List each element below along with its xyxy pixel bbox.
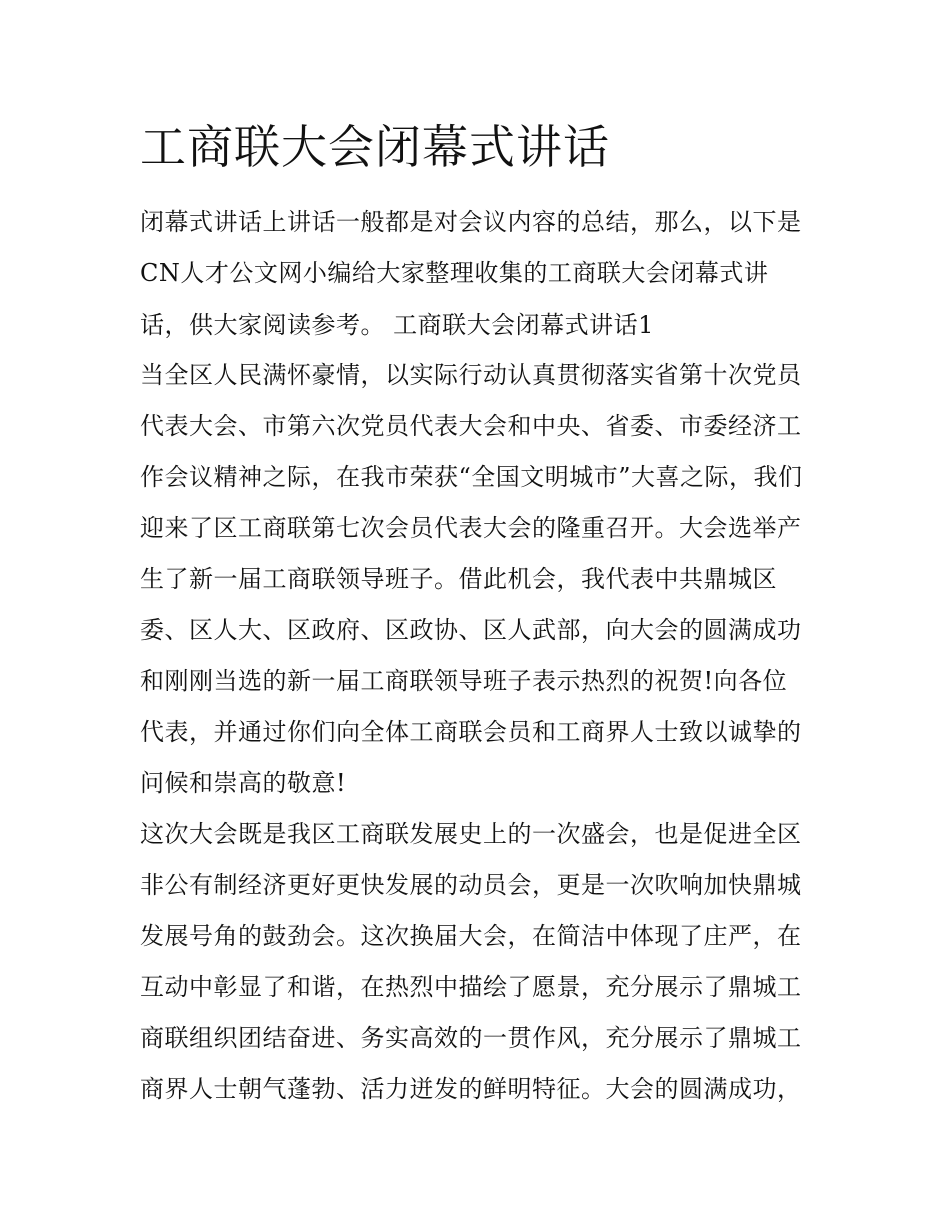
body-line: 当全区人民满怀豪情，以实际行动认真贯彻落实省第十次党员 xyxy=(140,361,802,389)
body-line: 代表，并通过你们向全体工商联会员和工商界人士致以诚挚的 xyxy=(140,718,802,746)
document-title: 工商联大会闭幕式讲话 xyxy=(140,120,610,174)
body-line: 闭幕式讲话上讲话一般都是对会议内容的总结，那么，以下是 xyxy=(140,208,802,236)
body-line: CN人才公文网小编给大家整理收集的工商联大会闭幕式讲 xyxy=(140,259,769,287)
body-line: 代表大会、市第六次党员代表大会和中央、省委、市委经济工 xyxy=(140,412,802,440)
body-line: 和刚刚当选的新一届工商联领导班子表示热烈的祝贺!向各位 xyxy=(140,667,788,695)
body-line: 话，供大家阅读参考。 工商联大会闭幕式讲话1 xyxy=(140,311,654,339)
body-line: 委、区人大、区政府、区政协、区人武部，向大会的圆满成功 xyxy=(140,616,802,644)
body-line: 这次大会既是我区工商联发展史上的一次盛会，也是促进全区 xyxy=(140,820,802,848)
body-line: 问候和崇高的敬意! xyxy=(140,769,347,797)
body-line: 商联组织团结奋进、务实高效的一贯作风，充分展示了鼎城工 xyxy=(140,1024,802,1052)
body-line: 互动中彰显了和谐，在热烈中描绘了愿景，充分展示了鼎城工 xyxy=(140,973,802,1001)
body-line: 非公有制经济更好更快发展的动员会，更是一次吹响加快鼎城 xyxy=(140,871,802,899)
body-line: 作会议精神之际，在我市荣获“全国文明城市”大喜之际，我们 xyxy=(140,463,803,491)
body-line: 生了新一届工商联领导班子。借此机会，我代表中共鼎城区 xyxy=(140,565,777,593)
body-line: 发展号角的鼓劲会。这次换届大会，在简洁中体现了庄严，在 xyxy=(140,922,802,950)
body-line: 商界人士朝气蓬勃、活力迸发的鲜明特征。大会的圆满成功， xyxy=(140,1075,802,1103)
body-line: 迎来了区工商联第七次会员代表大会的隆重召开。大会选举产 xyxy=(140,514,802,542)
